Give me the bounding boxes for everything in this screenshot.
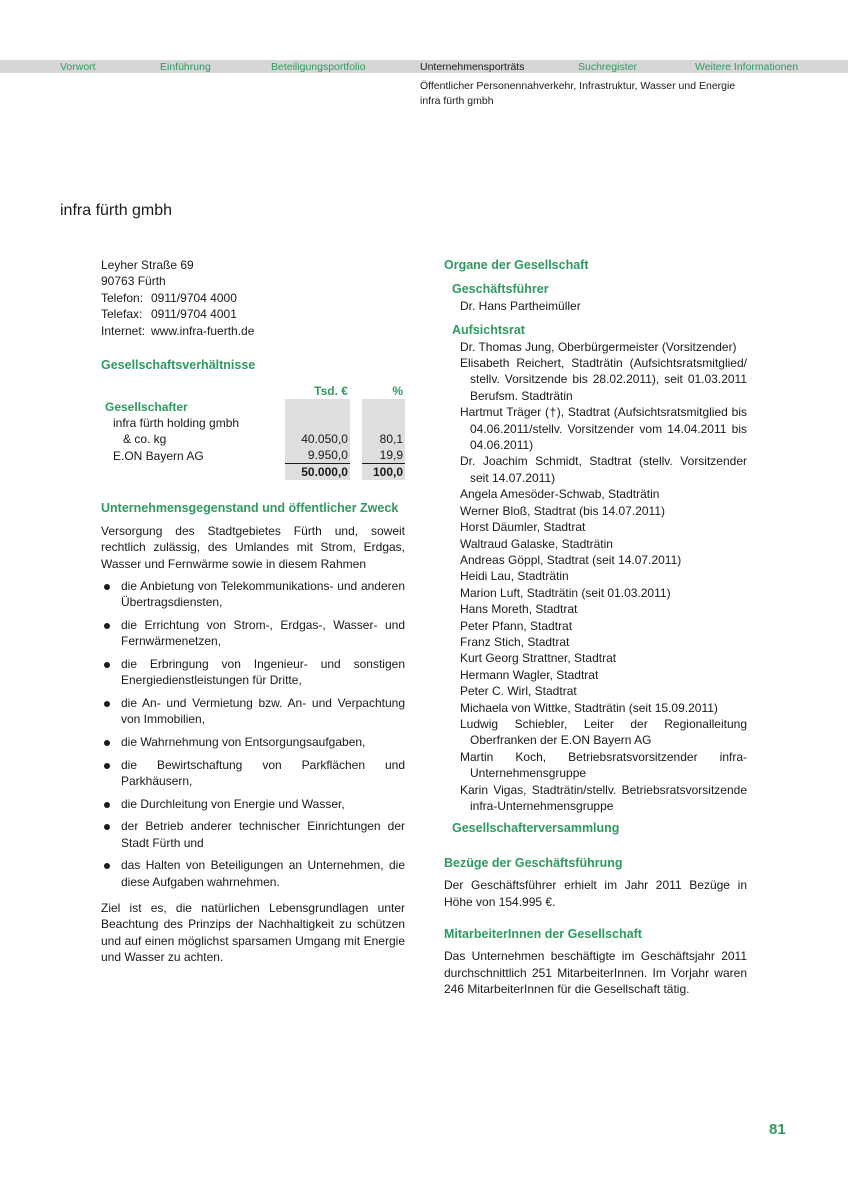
- ceo-heading: Geschäftsführer: [452, 282, 549, 297]
- left-column: [101, 257, 405, 966]
- page-title: infra fürth gmbh: [60, 202, 173, 219]
- board-member: Heidi Lau, Stadträtin: [460, 569, 569, 584]
- board-member: Werner Bloß, Stadtrat (bis 14.07.2011): [460, 503, 665, 518]
- table-header-row: [103, 383, 405, 399]
- purpose-intro: Versorgung des Stadtgebietes Fürth und, soweit rechtlich zulässig, des Umlandes mit Strom, Erdgas, Wasser und Fernwärme sowie in diesem Rahmen: [101, 523, 405, 571]
- right-column: [444, 257, 747, 998]
- table-row: [103, 447, 405, 464]
- shareholder-table: [103, 383, 405, 480]
- board-member: Marion Luft, Stadträtin (seit 01.03.2011): [460, 585, 671, 600]
- board-member: Hermann Wagler, Stadtrat: [460, 667, 599, 682]
- board-member: Karin Vigas, Stadträtin/stellv. Betriebsratsvorsitzende infra-Unternehmensgruppe: [460, 782, 747, 813]
- total-pct: 100,0: [362, 464, 405, 481]
- shareholder-tsd: 9.950,0: [285, 447, 350, 464]
- fax-value: 0911/9704 4001: [151, 307, 237, 322]
- ceo-name: Dr. Hans Partheimüller: [460, 298, 581, 313]
- breadcrumb: [420, 79, 735, 109]
- phone-label: Telefon:: [101, 290, 144, 305]
- shareholder-name-cont: & co. kg: [123, 432, 167, 447]
- nav-item-einfuehrung[interactable]: Einführung: [160, 61, 211, 73]
- breadcrumb-category: Öffentlicher Personennahverkehr, Infrastruktur, Wasser und Energie: [420, 80, 736, 92]
- board-heading: Aufsichtsrat: [452, 323, 525, 338]
- board-member: Peter C. Wirl, Stadtrat: [460, 684, 577, 699]
- web-link[interactable]: www.infra-fuerth.de: [151, 323, 255, 338]
- board-member: Angela Amesöder-Schwab, Stadträtin: [460, 487, 660, 502]
- list-item: die Errichtung von Strom-, Erdgas-, Wasser- und Fernwärmenetzen,: [101, 617, 405, 650]
- board-member: Martin Koch, Betriebsratsvorsitzender infra-Unternehmensgruppe: [460, 749, 747, 781]
- shareholder-name: infra fürth holding gmbh: [113, 416, 240, 431]
- address-city: 90763 Fürth: [101, 274, 166, 289]
- address-street: Leyher Straße 69: [101, 258, 194, 272]
- list-item: der Betrieb anderer technischer Einrichtungen der Stadt Fürth und: [101, 818, 405, 851]
- address-block: [101, 257, 405, 339]
- fax-line: [101, 306, 405, 322]
- purpose-list: [101, 578, 405, 890]
- nav-item-suchregister[interactable]: Suchregister: [578, 61, 637, 73]
- shareholder-tsd: 40.050,0: [285, 431, 350, 447]
- list-item: die Bewirtschaftung von Parkflächen und Parkhäusern,: [101, 757, 405, 790]
- list-item: die An- und Vermietung bzw. An- und Verpachtung von Immobilien,: [101, 695, 405, 728]
- board-member: Dr. Joachim Schmidt, Stadtrat (stellv. Vorsitzender seit 14.07.2011): [460, 454, 747, 485]
- fax-label: Telefax:: [101, 307, 143, 322]
- shareholder-name: E.ON Bayern AG: [113, 448, 204, 463]
- nav-item-weitere-informationen[interactable]: Weitere Informationen: [695, 61, 799, 73]
- shareholder-group-label: Gesellschafter: [105, 400, 188, 415]
- nav-item-beteiligungsportfolio[interactable]: Beteiligungsportfolio: [271, 61, 366, 73]
- organs-heading: Organe der Gesellschaft: [444, 258, 589, 272]
- compensation-heading: Bezüge der Geschäftsführung: [444, 855, 623, 870]
- board-member: Franz Stich, Stadtrat: [460, 634, 570, 649]
- table-row: [103, 415, 405, 431]
- web-line: [101, 323, 405, 339]
- table-row: [103, 399, 405, 415]
- board-member: Andreas Göppl, Stadtrat (seit 14.07.2011): [460, 552, 682, 567]
- page-number: 81: [769, 1121, 786, 1138]
- board-member: Peter Pfann, Stadtrat: [460, 618, 573, 633]
- shareholder-pct: 19,9: [362, 447, 405, 464]
- board-member: Elisabeth Reichert, Stadträtin (Aufsichtsratsmitglied/ stellv. Vorsitzende bis 28.02.2011), seit 01.03.2011 Berufsm. Stadträtin: [460, 356, 747, 403]
- board-member: Ludwig Schiebler, Leiter der Regionalleitung Oberfranken der E.ON Bayern AG: [460, 716, 747, 748]
- compensation-text: Der Geschäftsführer erhielt im Jahr 2011 Bezüge in Höhe von 154.995 €.: [444, 878, 747, 909]
- shareholder-pct: 80,1: [362, 431, 405, 447]
- board-member: Hartmut Träger (†), Stadtrat (Aufsichtsratsmitglied bis 04.06.2011/stellv. Vorsitzender vom 14.04.2011 bis 04.06.2011): [460, 405, 747, 453]
- list-item: die Wahrnehmung von Entsorgungsaufgaben,: [101, 734, 405, 750]
- purpose-closing: Ziel ist es, die natürlichen Lebensgrundlagen unter Beachtung des Prinzips der Nachhaltigkeit zu schützen und auf einen möglichst sparsamen Umgang mit Energie und Wasser zu achten.: [101, 901, 405, 965]
- board-member: Horst Däumler, Stadtrat: [460, 520, 586, 535]
- assembly-heading: Gesellschafterversammlung: [452, 821, 620, 836]
- top-nav-bar: [0, 60, 848, 73]
- purpose-heading: Unternehmensgegenstand und öffentlicher Zweck: [101, 501, 399, 516]
- phone-value: 0911/9704 4000: [151, 290, 237, 305]
- list-item: die Erbringung von Ingenieur- und sonstigen Energiedienstleistungen für Dritte,: [101, 656, 405, 689]
- table-total-row: [103, 464, 405, 481]
- shareholder-heading: Gesellschaftsverhältnisse: [101, 358, 256, 373]
- board-member: Hans Moreth, Stadtrat: [460, 602, 578, 617]
- employees-heading: MitarbeiterInnen der Gesellschaft: [444, 927, 642, 942]
- employees-text: Das Unternehmen beschäftigte im Geschäftsjahr 2011 durchschnittlich 251 MitarbeiterInnen. Im Vorjahr waren 246 MitarbeiterInnen für die Gesellschaft tätig.: [444, 949, 747, 997]
- board-member: Kurt Georg Strattner, Stadtrat: [460, 651, 617, 666]
- nav-item-unternehmensportraets[interactable]: Unternehmensporträts: [420, 61, 525, 73]
- total-tsd: 50.000,0: [285, 464, 350, 481]
- web-label: Internet:: [101, 323, 146, 338]
- list-item: die Durchleitung von Energie und Wasser,: [101, 796, 405, 812]
- table-row: [103, 431, 405, 447]
- col-header-tsd: Tsd. €: [314, 384, 348, 399]
- board-member: Waltraud Galaske, Stadträtin: [460, 536, 613, 551]
- board-list: [444, 339, 747, 815]
- board-member: Dr. Thomas Jung, Oberbürgermeister (Vorsitzender): [460, 339, 737, 354]
- breadcrumb-company: infra fürth gmbh: [420, 95, 494, 107]
- phone-line: [101, 290, 405, 306]
- list-item: das Halten von Beteiligungen an Unternehmen, die diese Aufgaben wahrnehmen.: [101, 857, 405, 890]
- nav-item-vorwort[interactable]: Vorwort: [60, 61, 96, 73]
- list-item: die Anbietung von Telekommunikations- und anderen Übertragsdiensten,: [101, 578, 405, 611]
- col-header-pct: %: [392, 384, 403, 399]
- board-member: Michaela von Wittke, Stadträtin (seit 15.09.2011): [460, 700, 718, 715]
